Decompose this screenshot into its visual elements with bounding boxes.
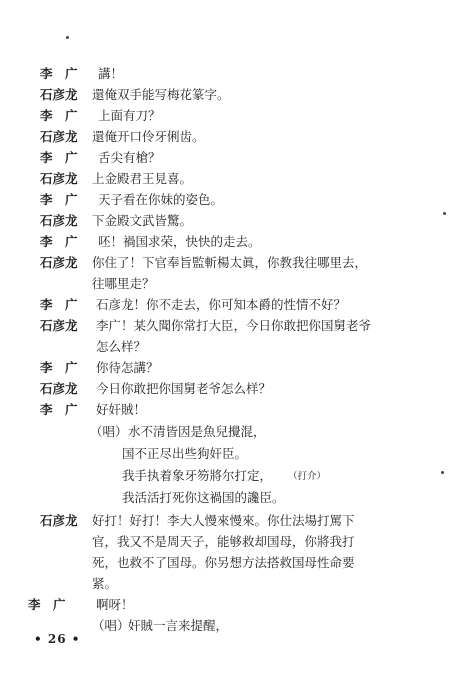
speaker-name: 石彦龙 xyxy=(40,129,78,144)
speaker-name: 李 广 xyxy=(40,192,78,207)
sung-text: 国不正尽出些狗奸臣。 xyxy=(122,446,248,461)
line-text: 舌尖有槍？ xyxy=(98,150,161,165)
line-text: 上面有刀？ xyxy=(98,108,161,123)
line-text: 啊呀！ xyxy=(96,597,134,612)
sung-text: 我手执着象牙笏將尔打定， xyxy=(122,468,273,483)
line-text: 怎么样？ xyxy=(96,339,147,354)
line-text: 李广！某久聞你常打大臣，今日你敢把你国舅老爷 xyxy=(96,318,372,333)
line-text: 講！ xyxy=(98,66,124,81)
line-text: 上金殿君王見喜。 xyxy=(92,171,193,186)
sung-text: 水不清皆因是魚兒攪混， xyxy=(128,424,266,439)
line-text: 今日你敢把你国舅老爷怎么样？ xyxy=(96,381,272,396)
line-text: 往哪里走？ xyxy=(92,276,155,291)
speaker-name: 石彦龙 xyxy=(40,513,78,528)
line-text: 紧。 xyxy=(92,576,118,591)
line-text: 你住了！下官奉旨監斬楊太眞，你教我往哪里去， xyxy=(92,255,368,270)
speaker-name: 石彦龙 xyxy=(40,318,78,333)
stage-direction: （打介） xyxy=(288,471,327,482)
speaker-name: 李 广 xyxy=(40,108,78,123)
speaker-name: 石彦龙 xyxy=(40,171,78,186)
line-text: 好奸賊！ xyxy=(96,402,147,417)
page-number: • 26 • xyxy=(34,632,81,646)
speaker-name: 李 广 xyxy=(28,597,66,612)
sing-marker: （唱） xyxy=(92,618,130,633)
speaker-name: 李 广 xyxy=(40,297,78,312)
sing-marker: （唱） xyxy=(90,424,128,439)
scan-speck xyxy=(443,212,446,215)
speaker-name: 石彦龙 xyxy=(40,255,78,270)
line-text: 呸！禍国求荣，快快的走去。 xyxy=(98,234,261,249)
line-text: 你待怎講？ xyxy=(96,360,159,375)
speaker-name: 石彦龙 xyxy=(40,213,78,228)
line-text: 官，我又不是周天子，能够救却国母，你將我打 xyxy=(92,534,355,549)
line-text: 好打！好打！李大人慢來慢來。你仕法場打罵下 xyxy=(92,513,355,528)
speaker-name: 石彦龙 xyxy=(40,87,78,102)
line-text: 石彦龙！你不走去，你可知本爵的性情不好？ xyxy=(96,297,347,312)
line-text: 還俺双手能写梅花篆字。 xyxy=(92,87,230,102)
sung-text: 我活活打死你这禍国的讒臣。 xyxy=(122,490,285,505)
speaker-name: 李 广 xyxy=(40,360,78,375)
speaker-name: 李 广 xyxy=(40,150,78,165)
line-text: 還俺开口伶牙俐齿。 xyxy=(92,129,205,144)
speaker-name: 李 广 xyxy=(40,234,78,249)
scan-speck xyxy=(441,471,444,474)
line-text: 下金殿文武皆驚。 xyxy=(92,213,193,228)
speaker-name: 石彦龙 xyxy=(40,381,78,396)
scan-speck xyxy=(66,36,69,39)
line-text: 天子看在你妹的姿色。 xyxy=(98,192,224,207)
sung-text: 奸賊一言来提醒， xyxy=(128,618,229,633)
speaker-name: 李 广 xyxy=(40,402,78,417)
line-text: 死，也救不了国母。你另想方法搭救国母性命要 xyxy=(92,555,355,570)
speaker-name: 李 广 xyxy=(40,66,78,81)
